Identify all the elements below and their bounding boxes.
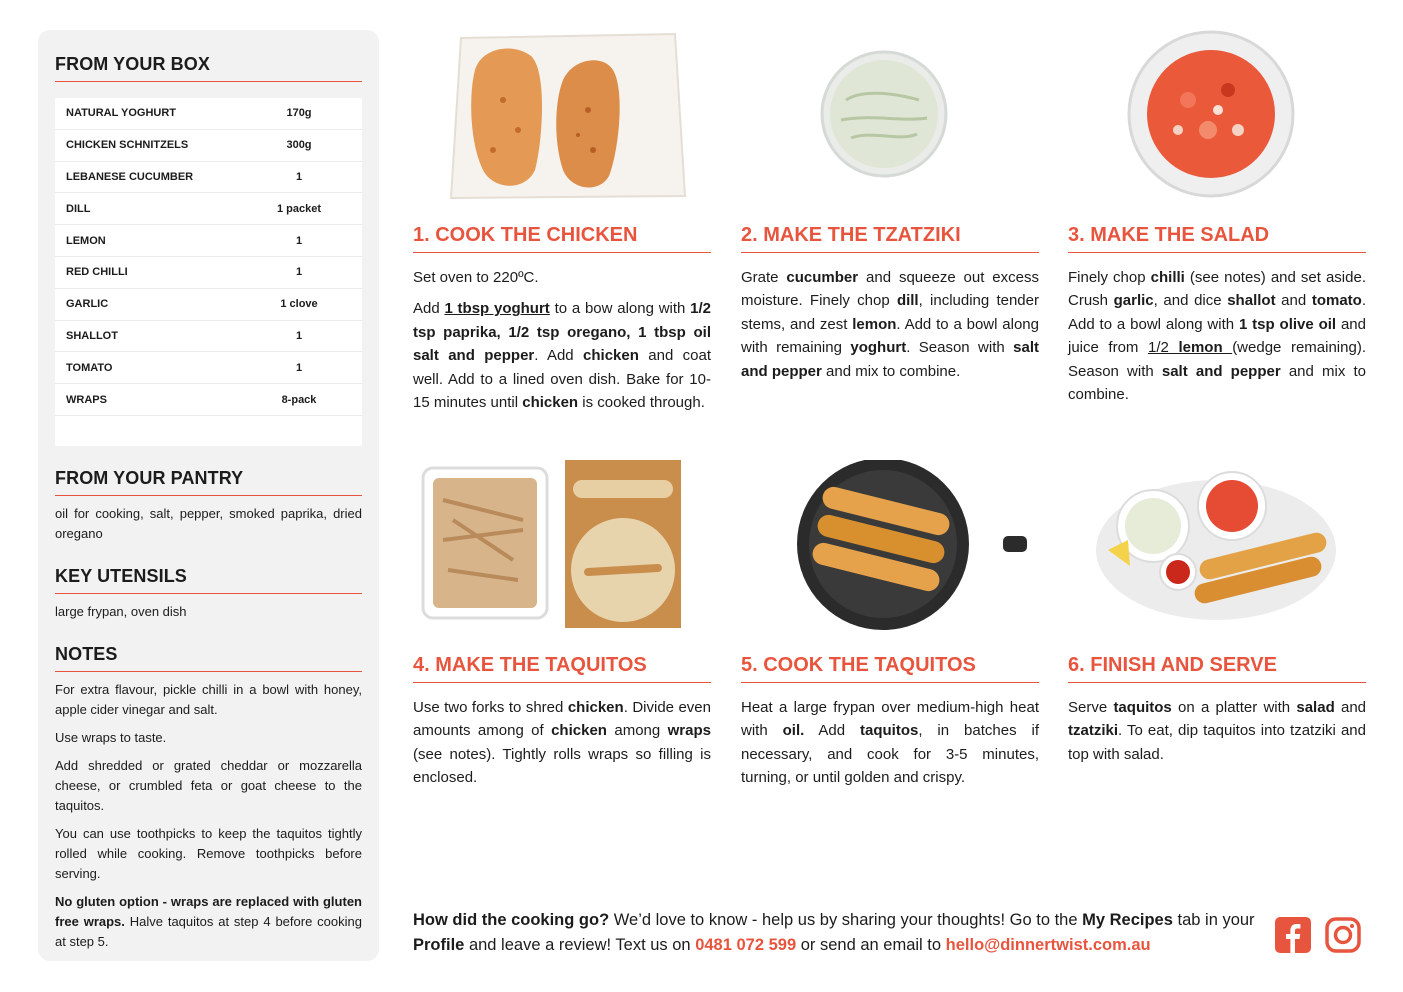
- note-item: No gluten option - wraps are replaced with gluten free wraps. Halve taquitos at step 4 before cooking at step 5.: [55, 893, 362, 949]
- note-item: You can use toothpicks to keep the taquitos tightly rolled while cooking. Remove toothpicks before serving.: [55, 825, 362, 881]
- pantry-text: oil for cooking, salt, pepper, smoked paprika, dried oregano: [55, 505, 362, 541]
- email-link[interactable]: hello@dinnertwist.com.au: [945, 936, 1151, 954]
- box-ingredients-table: [55, 98, 362, 446]
- step-5: [741, 460, 1039, 800]
- table-row: NATURAL YOGHURT 170g: [55, 98, 362, 130]
- step-1-title: 1. COOK THE CHICKEN: [413, 224, 711, 253]
- step-4-title: 4. MAKE THE TAQUITOS: [413, 654, 711, 683]
- serving-platter-image: [1068, 460, 1366, 630]
- salad-bowl-image: [1068, 30, 1366, 200]
- step-6-title: 6. FINISH AND SERVE: [1068, 654, 1366, 683]
- table-row: WRAPS 8-pack: [55, 384, 362, 416]
- table-row: DILL 1 packet: [55, 193, 362, 225]
- table-row: RED CHILLI 1: [55, 257, 362, 289]
- step-2-text: Grate cucumber and squeeze out excess moisture. Finely chop dill, including tender stems, and zest lemon. Add to a bowl along with remaining yoghurt. Season with salt and pepper and mix to combine.: [741, 269, 1039, 380]
- step-5-title: 5. COOK THE TAQUITOS: [741, 654, 1039, 683]
- instagram-icon[interactable]: [1325, 917, 1361, 953]
- sidebar: [38, 30, 379, 961]
- table-row: LEMON 1: [55, 225, 362, 257]
- table-row: TOMATO 1: [55, 352, 362, 384]
- utensils-text: large frypan, oven dish: [55, 603, 187, 619]
- step-4: [413, 460, 711, 800]
- step-5-text: Heat a large frypan over medium-high heat with oil. Add taquitos, in batches if necessary, and cook for 3-5 minutes, turning, or until golden and crispy.: [741, 699, 1039, 787]
- step-3: [1068, 30, 1366, 450]
- social-icons: [1275, 917, 1361, 953]
- step-1-text: Set oven to 220ºC. Add 1 tbsp yoghurt to a bow along with 1/2 tsp paprika, 1/2 tsp oregano, 1 tbsp oil salt and pepper. Add chicken and coat well. Add to a lined oven dish. Bake for 10-15 minutes until chicken is cooked through.: [413, 269, 711, 412]
- feedback-footer: How did the cooking go? We’d love to know - help us by sharing your thoughts! Go to the My Recipes tab in your Profile and leave a review! Text us on 0481 072 599 or send an email to hello@dinnertwist.com.au: [413, 911, 1255, 954]
- step-3-text: Finely chop chilli (see notes) and set aside. Crush garlic, and dice shallot and tomato. Add to a bowl along with 1 tsp olive oil and juice from 1/2 lemon (wedge remaining). Season with salt and pepper and mix to combine.: [1068, 269, 1367, 404]
- utensils-title: KEY UTENSILS: [55, 566, 362, 594]
- tzatziki-bowl-image: [741, 30, 1039, 200]
- step-2-title: 2. MAKE THE TZATZIKI: [741, 224, 1039, 253]
- table-row: CHICKEN SCHNITZELS 300g: [55, 130, 362, 162]
- pantry-title: FROM YOUR PANTRY: [55, 468, 362, 496]
- table-row: LEBANESE CUCUMBER 1: [55, 162, 362, 194]
- note-item: Use wraps to taste.: [55, 729, 167, 745]
- table-row: SHALLOT 1: [55, 321, 362, 353]
- note-item: Add shredded or grated cheddar or mozzarella cheese, or crumbled feta or goat cheese to the taquitos.: [55, 757, 362, 813]
- step-6: [1068, 460, 1366, 800]
- taquito-assembly-image: [413, 460, 711, 630]
- phone-link[interactable]: 0481 072 599: [695, 936, 797, 954]
- step-4-text: Use two forks to shred chicken. Divide even amounts among of chicken among wraps (see notes). Tightly rolls wraps so filling is enclosed.: [413, 699, 711, 787]
- chicken-in-dish-image: [413, 30, 711, 200]
- notes-list: [55, 680, 362, 952]
- table-row: GARLIC 1 clove: [55, 289, 362, 321]
- step-2: [741, 30, 1039, 450]
- box-title: FROM YOUR BOX: [55, 54, 362, 82]
- note-item: For extra flavour, pickle chilli in a bowl with honey, apple cider vinegar and salt.: [55, 681, 362, 717]
- frypan-taquitos-image: [741, 460, 1039, 630]
- facebook-icon[interactable]: [1275, 917, 1311, 953]
- step-1: [413, 30, 711, 450]
- step-3-title: 3. MAKE THE SALAD: [1068, 224, 1366, 253]
- notes-title: NOTES: [55, 644, 362, 672]
- step-6-text: Serve taquitos on a platter with salad and tzatziki. To eat, dip taquitos into tzatziki and top with salad.: [1068, 699, 1367, 763]
